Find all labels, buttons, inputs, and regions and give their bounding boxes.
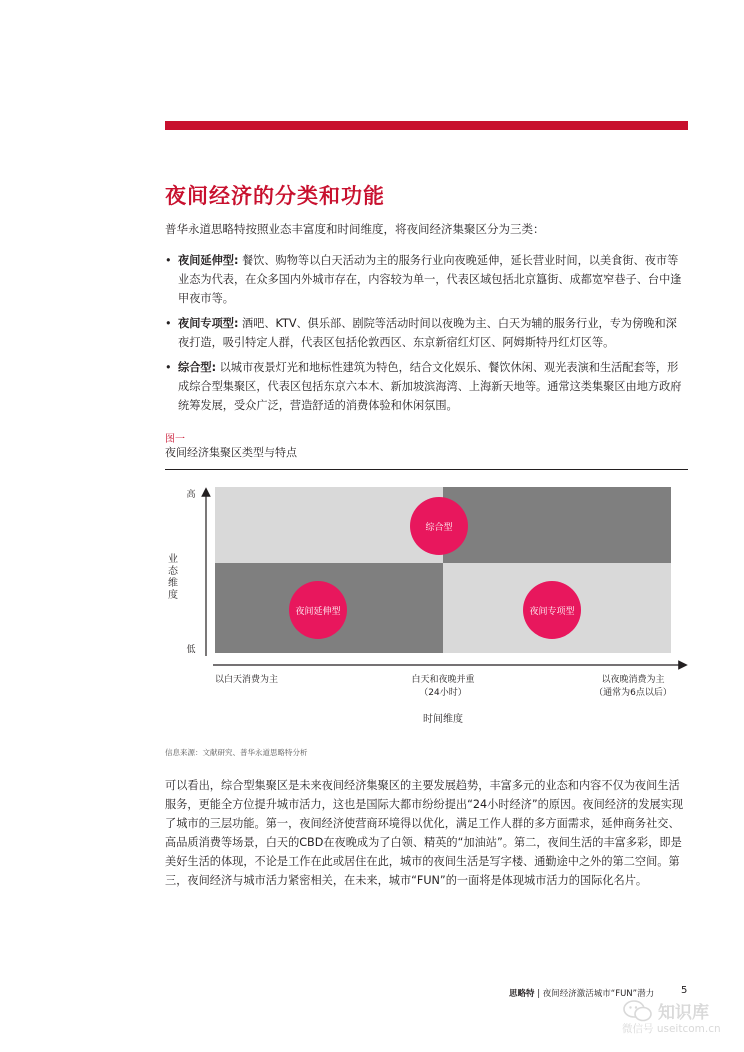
label-night-specialized: 夜间专项型 <box>529 607 575 617</box>
watermark-url: 微信号 useitcom.cn <box>622 1023 721 1035</box>
y-axis-label <box>168 552 179 601</box>
y-axis-label-char: 维 <box>168 578 178 589</box>
page-number: 5 <box>681 985 688 996</box>
footer-title: 夜间经济激活城市“FUN”潜力 <box>542 989 655 999</box>
figure-source: 信息来源：文献研究、普华永道思略特分析 <box>165 748 308 757</box>
y-axis-label-char: 度 <box>168 590 178 601</box>
x-tick-night: 以夜晚消费为主 <box>601 675 665 685</box>
x-tick-night-sub: （通常为6点以后） <box>594 688 672 698</box>
watermark-name: 知识库 <box>658 1003 709 1023</box>
category-list <box>165 251 688 421</box>
list-item-term: 综合型: <box>178 361 217 374</box>
list-item-text: 以城市夜景灯光和地标性建筑为特色，结合文化娱乐、餐饮休闲、观光表演和生活配套等，形成综合型集聚区，代表区包括东京六本木、新加坡滨海湾、上海新天地等。通常这类集聚区由地方政府统筹发展，受众广泛，营造舒适的消费体验和休闲氛围。 <box>178 361 682 412</box>
quadrant-top-right <box>443 487 671 563</box>
y-axis-label-char: 态 <box>168 566 178 577</box>
page-footer <box>509 987 654 999</box>
x-tick-both-sub: （24小时） <box>419 688 467 698</box>
matrix-chart <box>165 476 690 738</box>
top-accent-bar <box>165 121 688 130</box>
body-paragraph: 可以看出，综合型集聚区是未来夜间经济集聚区的主要发展趋势，丰富多元的业态和内容不仅为夜间生活服务，更能全方位提升城市活力，这也是国际大都市纷纷提出“24小时经济”的原因。夜间经济的发展实现了城市的三层功能。第一，夜间经济使营商环境得以优化，满足工作人群的多方面需求，延伸商务社交、高品质消费等场景，白天的CBD在夜晚成为了白领、精英的“加油站”。第二，夜间生活的丰富多彩，即是美好生活的体现，不论是工作在此或居住在此，城市的夜间生活是写字楼、通勤途中之外的第二空间。第三，夜间经济与城市活力紧密相关，在未来，城市“FUN”的一面将是体现城市活力的国际化名片。 <box>165 779 684 887</box>
footer-brand: 思略特 <box>509 989 535 999</box>
list-item <box>165 251 688 308</box>
figure-title: 夜间经济集聚区类型与特点 <box>165 446 297 459</box>
intro-paragraph: 普华永道思略特按照业态丰富度和时间维度，将夜间经济集聚区分为三类： <box>165 222 545 236</box>
figure-label: 图一 <box>165 434 185 445</box>
y-tick-low: 低 <box>186 645 196 655</box>
list-item-text: 餐饮、购物等以白天活动为主的服务行业向夜晚延伸，延长营业时间，以美食街、夜市等业态为代表，在众多国内外城市存在，内容较为单一，代表区域包括北京簋街、成都宽窄巷子、台中逢甲夜市等。 <box>178 254 682 305</box>
list-item-text: 酒吧、KTV、俱乐部、剧院等活动时间以夜晚为主、白天为辅的服务行业，专为傍晚和深夜打造，吸引特定人群，代表区包括伦敦西区、东京新宿红灯区、阿姆斯特丹红灯区等。 <box>178 317 677 349</box>
x-axis-label: 时间维度 <box>423 714 463 725</box>
label-comprehensive: 综合型 <box>425 523 453 533</box>
quadrant-top-left <box>215 487 443 563</box>
section-title: 夜间经济的分类和功能 <box>165 183 385 208</box>
x-tick-both: 白天和夜晚并重 <box>411 675 475 685</box>
y-tick-high: 高 <box>186 490 196 500</box>
wechat-icon <box>623 1000 653 1022</box>
list-item-term: 夜间专项型: <box>178 317 239 330</box>
label-night-extension: 夜间延伸型 <box>295 607 341 617</box>
list-item <box>165 358 688 415</box>
list-item-term: 夜间延伸型: <box>178 254 239 267</box>
footer-separator: | <box>534 989 543 999</box>
x-tick-day: 以白天消费为主 <box>215 675 279 685</box>
figure-divider <box>165 469 688 470</box>
list-item <box>165 314 688 352</box>
y-axis-label-char: 业 <box>168 554 178 565</box>
